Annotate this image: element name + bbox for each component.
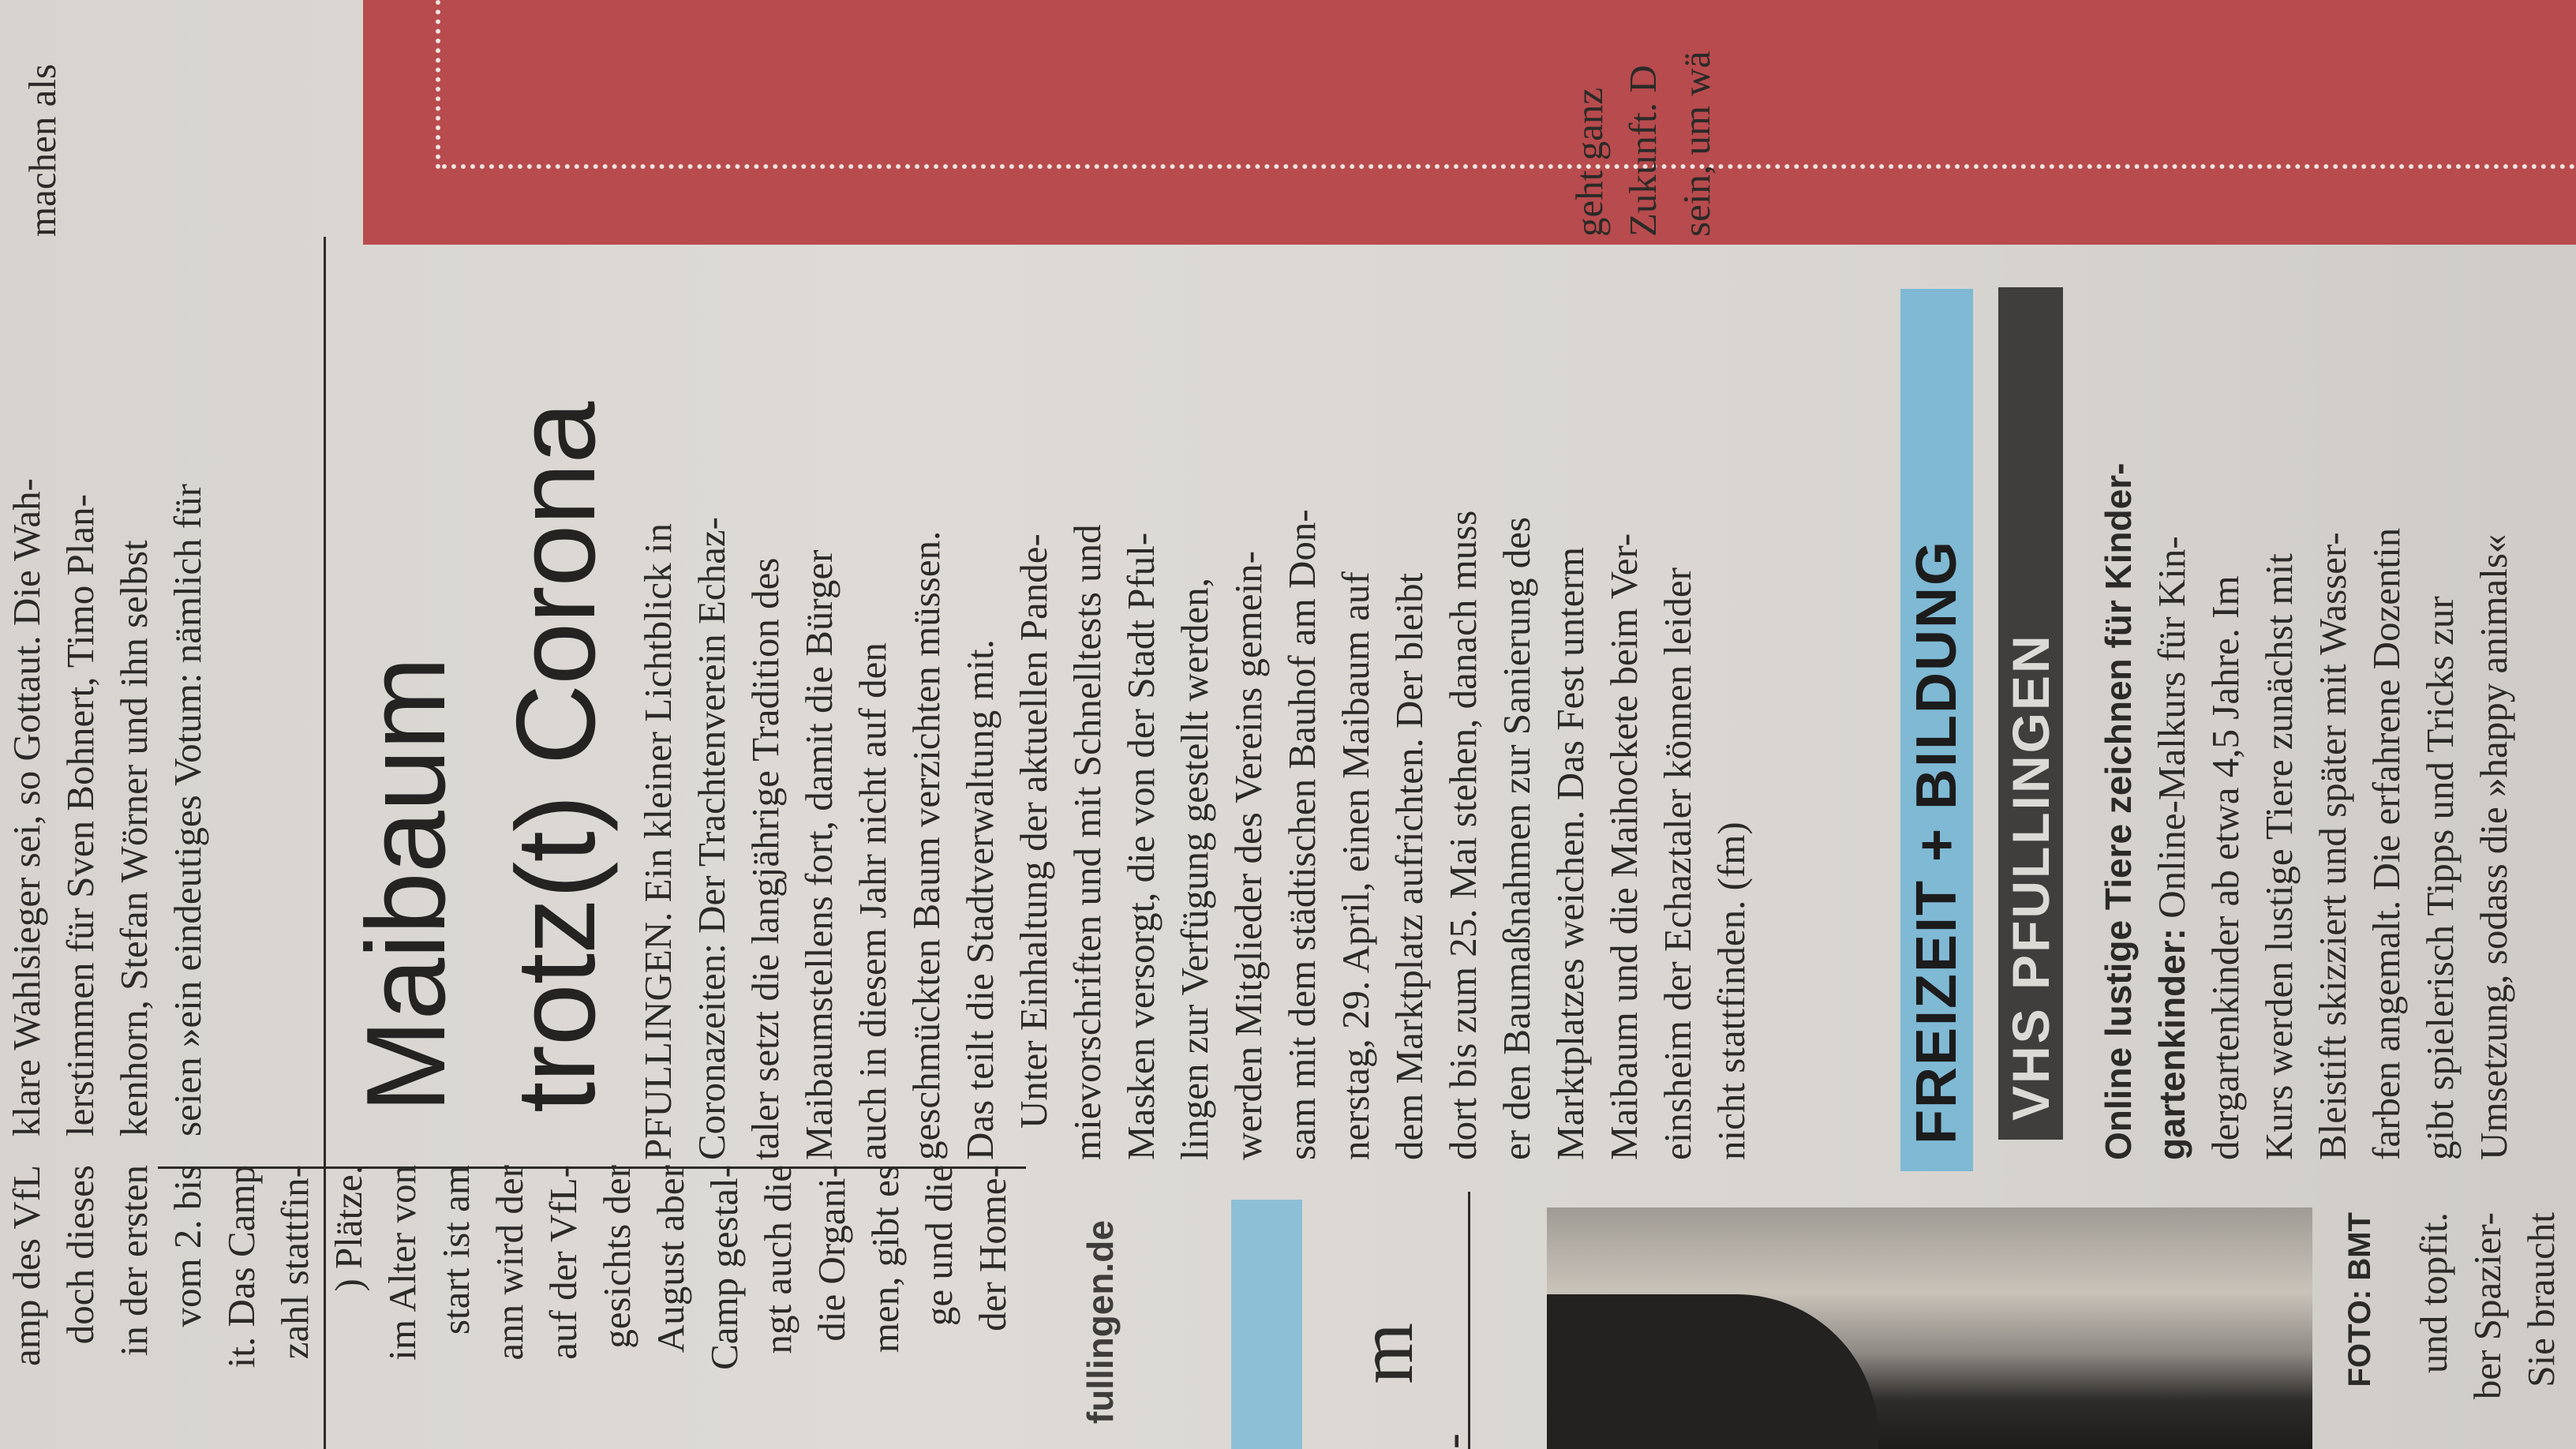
- text-line: PFULLINGEN. Ein kleiner Lichtblick in: [636, 523, 680, 1160]
- text-line: Marktplatzes weichen. Das Fest unterm: [1548, 547, 1592, 1160]
- text-line: sam mit dem städtischen Bauhof am Don-: [1280, 509, 1324, 1160]
- text-line: kenhorn, Stefan Wörner und ihn selbst: [112, 540, 155, 1136]
- text-line: [2145, 276, 2199, 1160]
- vhs-lead-bold: Online lustige Tiere zeichnen für Kinder-: [2098, 462, 2139, 1160]
- cut-off-column: [16, 0, 69, 237]
- text-line: Masken versorgt, die von der Stadt Pful-: [1119, 532, 1163, 1160]
- text-line: dem Marktplatz aufrichten. Der bleibt: [1387, 572, 1431, 1160]
- text-line: geschmückten Baum verzichten müssen.: [904, 530, 948, 1160]
- cut-off-column-bottom: [1563, 0, 1724, 237]
- text-line: Zukunft. D: [1621, 65, 1664, 237]
- photo-credit: FOTO: BMT: [2342, 1212, 2377, 1387]
- text-line: lerstimmen für Sven Bohnert, Timo Plan-: [58, 494, 102, 1136]
- dash-fragment: -: [1426, 1433, 1478, 1449]
- dotted-border: [442, 164, 2576, 169]
- red-ad-panel: [363, 0, 2576, 245]
- text-line: auf der VfL-: [541, 1165, 585, 1360]
- text-line: in der ersten: [112, 1165, 155, 1357]
- text-line: Maibaumstellens fort, damit die Bürger: [797, 549, 841, 1160]
- text-line: dergartenkinder ab etwa 4,5 Jahre. Im: [2203, 575, 2247, 1160]
- section-title: FREIZEIT + BILDUNG: [1905, 539, 1968, 1144]
- text-line: Das teilt die Stadtverwaltung mit.: [958, 638, 1002, 1160]
- text-line: start ist am: [434, 1165, 477, 1335]
- text-line: nerstag, 29. April, einen Maibaum auf: [1334, 571, 1377, 1160]
- article-body: [631, 308, 1758, 1160]
- text-line: Unter Einhaltung der aktuellen Pande-: [1012, 534, 1055, 1129]
- article-headline: [331, 166, 631, 1113]
- text-line: auch in diesem Jahr nicht auf den: [851, 642, 894, 1160]
- headline-line-1: Maibaum: [343, 657, 469, 1113]
- text-line: Kurs werden lustige Tiere zunächst mit: [2257, 553, 2301, 1160]
- text-line: doch dieses: [58, 1165, 102, 1345]
- text-line: men, gibt es: [863, 1165, 907, 1354]
- text-line: ) Plätze.: [327, 1165, 370, 1292]
- text-line: ge und die: [917, 1165, 960, 1327]
- text-line: Sie braucht: [2519, 1212, 2563, 1387]
- text-line: ann wird der: [488, 1165, 531, 1361]
- text-line: zahl stattfin-: [273, 1165, 316, 1360]
- text-line: it. Das Camp: [219, 1165, 263, 1368]
- vhs-lead-bold-2: gartenkinder:: [2151, 928, 2192, 1160]
- text-line: im Alter von: [380, 1165, 424, 1361]
- text-line: gesichts der: [595, 1165, 638, 1349]
- text-line: machen als: [21, 63, 64, 237]
- text-line: August aber: [649, 1165, 692, 1354]
- section-subtitle: VHS PFULLINGEN: [2001, 633, 2060, 1121]
- text-line: Bleistift skizziert und später mit Wasser-: [2311, 532, 2354, 1160]
- text-line: farben angemalt. Die erfahrene Dozentin: [2364, 527, 2408, 1160]
- text-line: gibt spielerisch Tipps und Tricks zur: [2418, 596, 2462, 1160]
- text-line: die Organi-: [810, 1165, 853, 1342]
- text-line: amp des VfL: [5, 1165, 48, 1366]
- text-line: seien »ein eindeutiges Votum: nämlich für: [166, 484, 209, 1136]
- text-line: [2091, 276, 2145, 1160]
- website-fragment: fullingen.de: [1080, 1220, 1121, 1425]
- blue-info-box: [1231, 1200, 1302, 1449]
- text-line: ngt auch die: [756, 1165, 799, 1354]
- text-line: er den Baumaßnahmen zur Sanierung des: [1495, 516, 1538, 1160]
- text-line: Coronazeiten: Der Trachtenverein Echaz-: [690, 517, 733, 1160]
- text-line: der Home-: [971, 1165, 1014, 1331]
- text-line: nicht stattfinden. (fm): [1709, 822, 1753, 1160]
- text-line: einsheim der Echaztaler können leider: [1656, 567, 1699, 1160]
- text-line: taler setzt die langjährige Tradition des: [743, 557, 787, 1160]
- text-line: geht ganz: [1567, 87, 1611, 237]
- text-line: Camp gestal-: [702, 1165, 746, 1370]
- text-line: werden Mitglieder des Vereins gemein-: [1226, 551, 1270, 1160]
- vhs-lead-rest: Online-Malkurs für Kin-: [2150, 536, 2193, 929]
- headline-fragment: m: [1342, 1323, 1429, 1384]
- text-line: mievorschriften und mit Schnelltests und: [1065, 524, 1109, 1160]
- text-line: vom 2. bis: [166, 1165, 209, 1327]
- text-line: dort bis zum 25. Mai stehen, danach muss: [1441, 510, 1485, 1160]
- text-line: und topfit.: [2412, 1212, 2455, 1374]
- dotted-border-vertical: [436, 0, 440, 169]
- cut-off-left-column: [0, 1165, 1020, 1449]
- text-line: ber Spazier-: [2466, 1212, 2509, 1400]
- text-line: klare Wahlsieger sei, so Gottaut. Die Wah-: [5, 478, 48, 1136]
- text-line: sein, um wä: [1675, 51, 1718, 237]
- text-line: Umsetzung, sodass die »happy animals«: [2472, 534, 2515, 1160]
- headline-line-2: trotz(t) Corona: [493, 402, 619, 1113]
- vhs-article: [2091, 276, 2521, 1160]
- text-line: lingen zur Verfügung gestellt werden,: [1173, 578, 1216, 1160]
- text-line: Maibaum und die Maihockete beim Ver-: [1602, 533, 1646, 1160]
- cut-off-bottom-column: [2407, 1212, 2568, 1449]
